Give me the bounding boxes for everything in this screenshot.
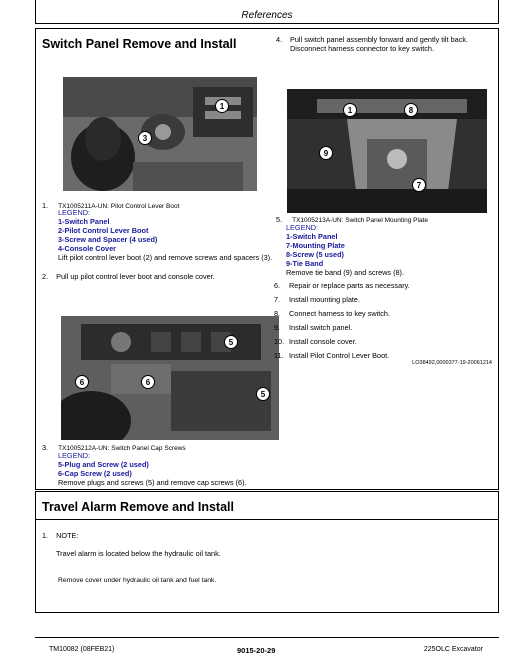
- note-divider: [36, 519, 498, 520]
- footer-manual-id: TM10082 (08FEB21): [49, 646, 115, 653]
- footer-page-number: 9015-20-29: [237, 646, 276, 655]
- callout-7: 7: [412, 178, 426, 192]
- callout-6: 6: [75, 375, 89, 389]
- note-number: 1.: [42, 531, 49, 540]
- footer-model: 225OLC Excavator: [423, 646, 483, 653]
- step-3-text: Remove plugs and screws (5) and remove cap screws (6).: [58, 478, 247, 487]
- legend-3-item: 5-Plug and Screw (2 used): [58, 460, 149, 469]
- note-heading: [42, 531, 78, 540]
- step-row: 8. Connect harness to key switch.: [274, 309, 391, 318]
- step-2-number: 2.: [42, 272, 49, 281]
- step-2-text: Pull up pilot control lever boot and console cover.: [56, 272, 215, 281]
- photo-switch-panel-mounting-plate: [287, 89, 487, 213]
- callout-5: 5: [224, 335, 238, 349]
- section-title: Travel Alarm Remove and Install: [42, 500, 234, 514]
- step-row: 10. Install console cover.: [274, 337, 357, 346]
- section-title: Switch Panel Remove and Install: [42, 37, 237, 51]
- legend-3: [58, 451, 288, 487]
- legend-1-item: 4-Console Cover: [58, 244, 116, 253]
- legend-5-item: 8-Screw (5 used): [286, 250, 344, 259]
- photo3-caption: TX1005212A-UN: Switch Panel Cap Screws: [58, 445, 186, 452]
- legend-1: [58, 208, 283, 262]
- step-row: 11. Install Pilot Control Lever Boot.: [274, 351, 390, 360]
- photo5-caption: TX1005213A-UN: Switch Panel Mounting Plate: [292, 217, 428, 224]
- photo1-caption: TX1005211A-UN: Pilot Control Lever Boot: [58, 203, 180, 210]
- legend-5-title: LEGEND:: [286, 223, 319, 232]
- callout-5: 5: [256, 387, 270, 401]
- legend-5-item: 7-Mounting Plate: [286, 241, 345, 250]
- legend-1-title: LEGEND:: [58, 208, 91, 217]
- step-1-number: 1.: [42, 201, 49, 210]
- photo-switch-panel-cap-screws: [61, 316, 279, 440]
- travel-alarm-section: [35, 491, 499, 613]
- running-header: [35, 0, 499, 24]
- callout-8: 8: [404, 103, 418, 117]
- step-row: 7. Install mounting plate.: [274, 295, 361, 304]
- running-header-title: References: [241, 10, 293, 21]
- step-4-text: Pull switch panel assembly forward and gently tilt back. Disconnect harness connector to key switch.: [290, 35, 469, 53]
- step-5-text: Remove tie band (9) and screws (8).: [286, 268, 405, 277]
- callout-6: 6: [141, 375, 155, 389]
- steps-6-11: [274, 281, 496, 365]
- step-1-text: Lift pilot control lever boot (2) and remove screws and spacers (3).: [58, 253, 273, 262]
- note-label: NOTE:: [56, 531, 79, 540]
- photo-switch-panel-mounting-plate-image: [287, 89, 487, 213]
- step-row: 6. Repair or replace parts as necessary.: [274, 281, 410, 290]
- legend-3-title: LEGEND:: [58, 451, 91, 460]
- step-3-number: 3.: [42, 443, 49, 452]
- page-footer: [35, 637, 499, 661]
- step-4: [276, 35, 496, 53]
- photo-switch-panel-cap-screws-image: [61, 316, 279, 440]
- callout-9: 9: [319, 146, 333, 160]
- legend-3-item: 6-Cap Screw (2 used): [58, 469, 132, 478]
- photo-pilot-control-lever-boot-image: [63, 77, 257, 191]
- note-text: Travel alarm is located below the hydraulic oil tank.: [56, 549, 221, 558]
- step-row: 9. Install switch panel.: [274, 323, 353, 332]
- photo-pilot-control-lever-boot: [63, 77, 257, 191]
- legend-1-item: 3-Screw and Spacer (4 used): [58, 235, 158, 244]
- legend-5: [286, 223, 496, 277]
- legend-5-item: 9-Tie Band: [286, 259, 324, 268]
- step-2: [42, 272, 282, 281]
- step-5-number: 5.: [276, 215, 283, 224]
- legend-1-item: 2-Pilot Control Lever Boot: [58, 226, 149, 235]
- callout-3: 3: [138, 131, 152, 145]
- reference-code: LO38492,0000377-19-20061214: [412, 360, 492, 366]
- callout-1: 1: [215, 99, 229, 113]
- step-4-number: 4.: [276, 35, 283, 44]
- legend-5-item: 1-Switch Panel: [286, 232, 338, 241]
- callout-1: 1: [343, 103, 357, 117]
- travel-alarm-step-text: Remove cover under hydraulic oil tank and fuel tank.: [58, 577, 217, 584]
- legend-1-item: 1-Switch Panel: [58, 217, 110, 226]
- switch-panel-section: [35, 28, 499, 490]
